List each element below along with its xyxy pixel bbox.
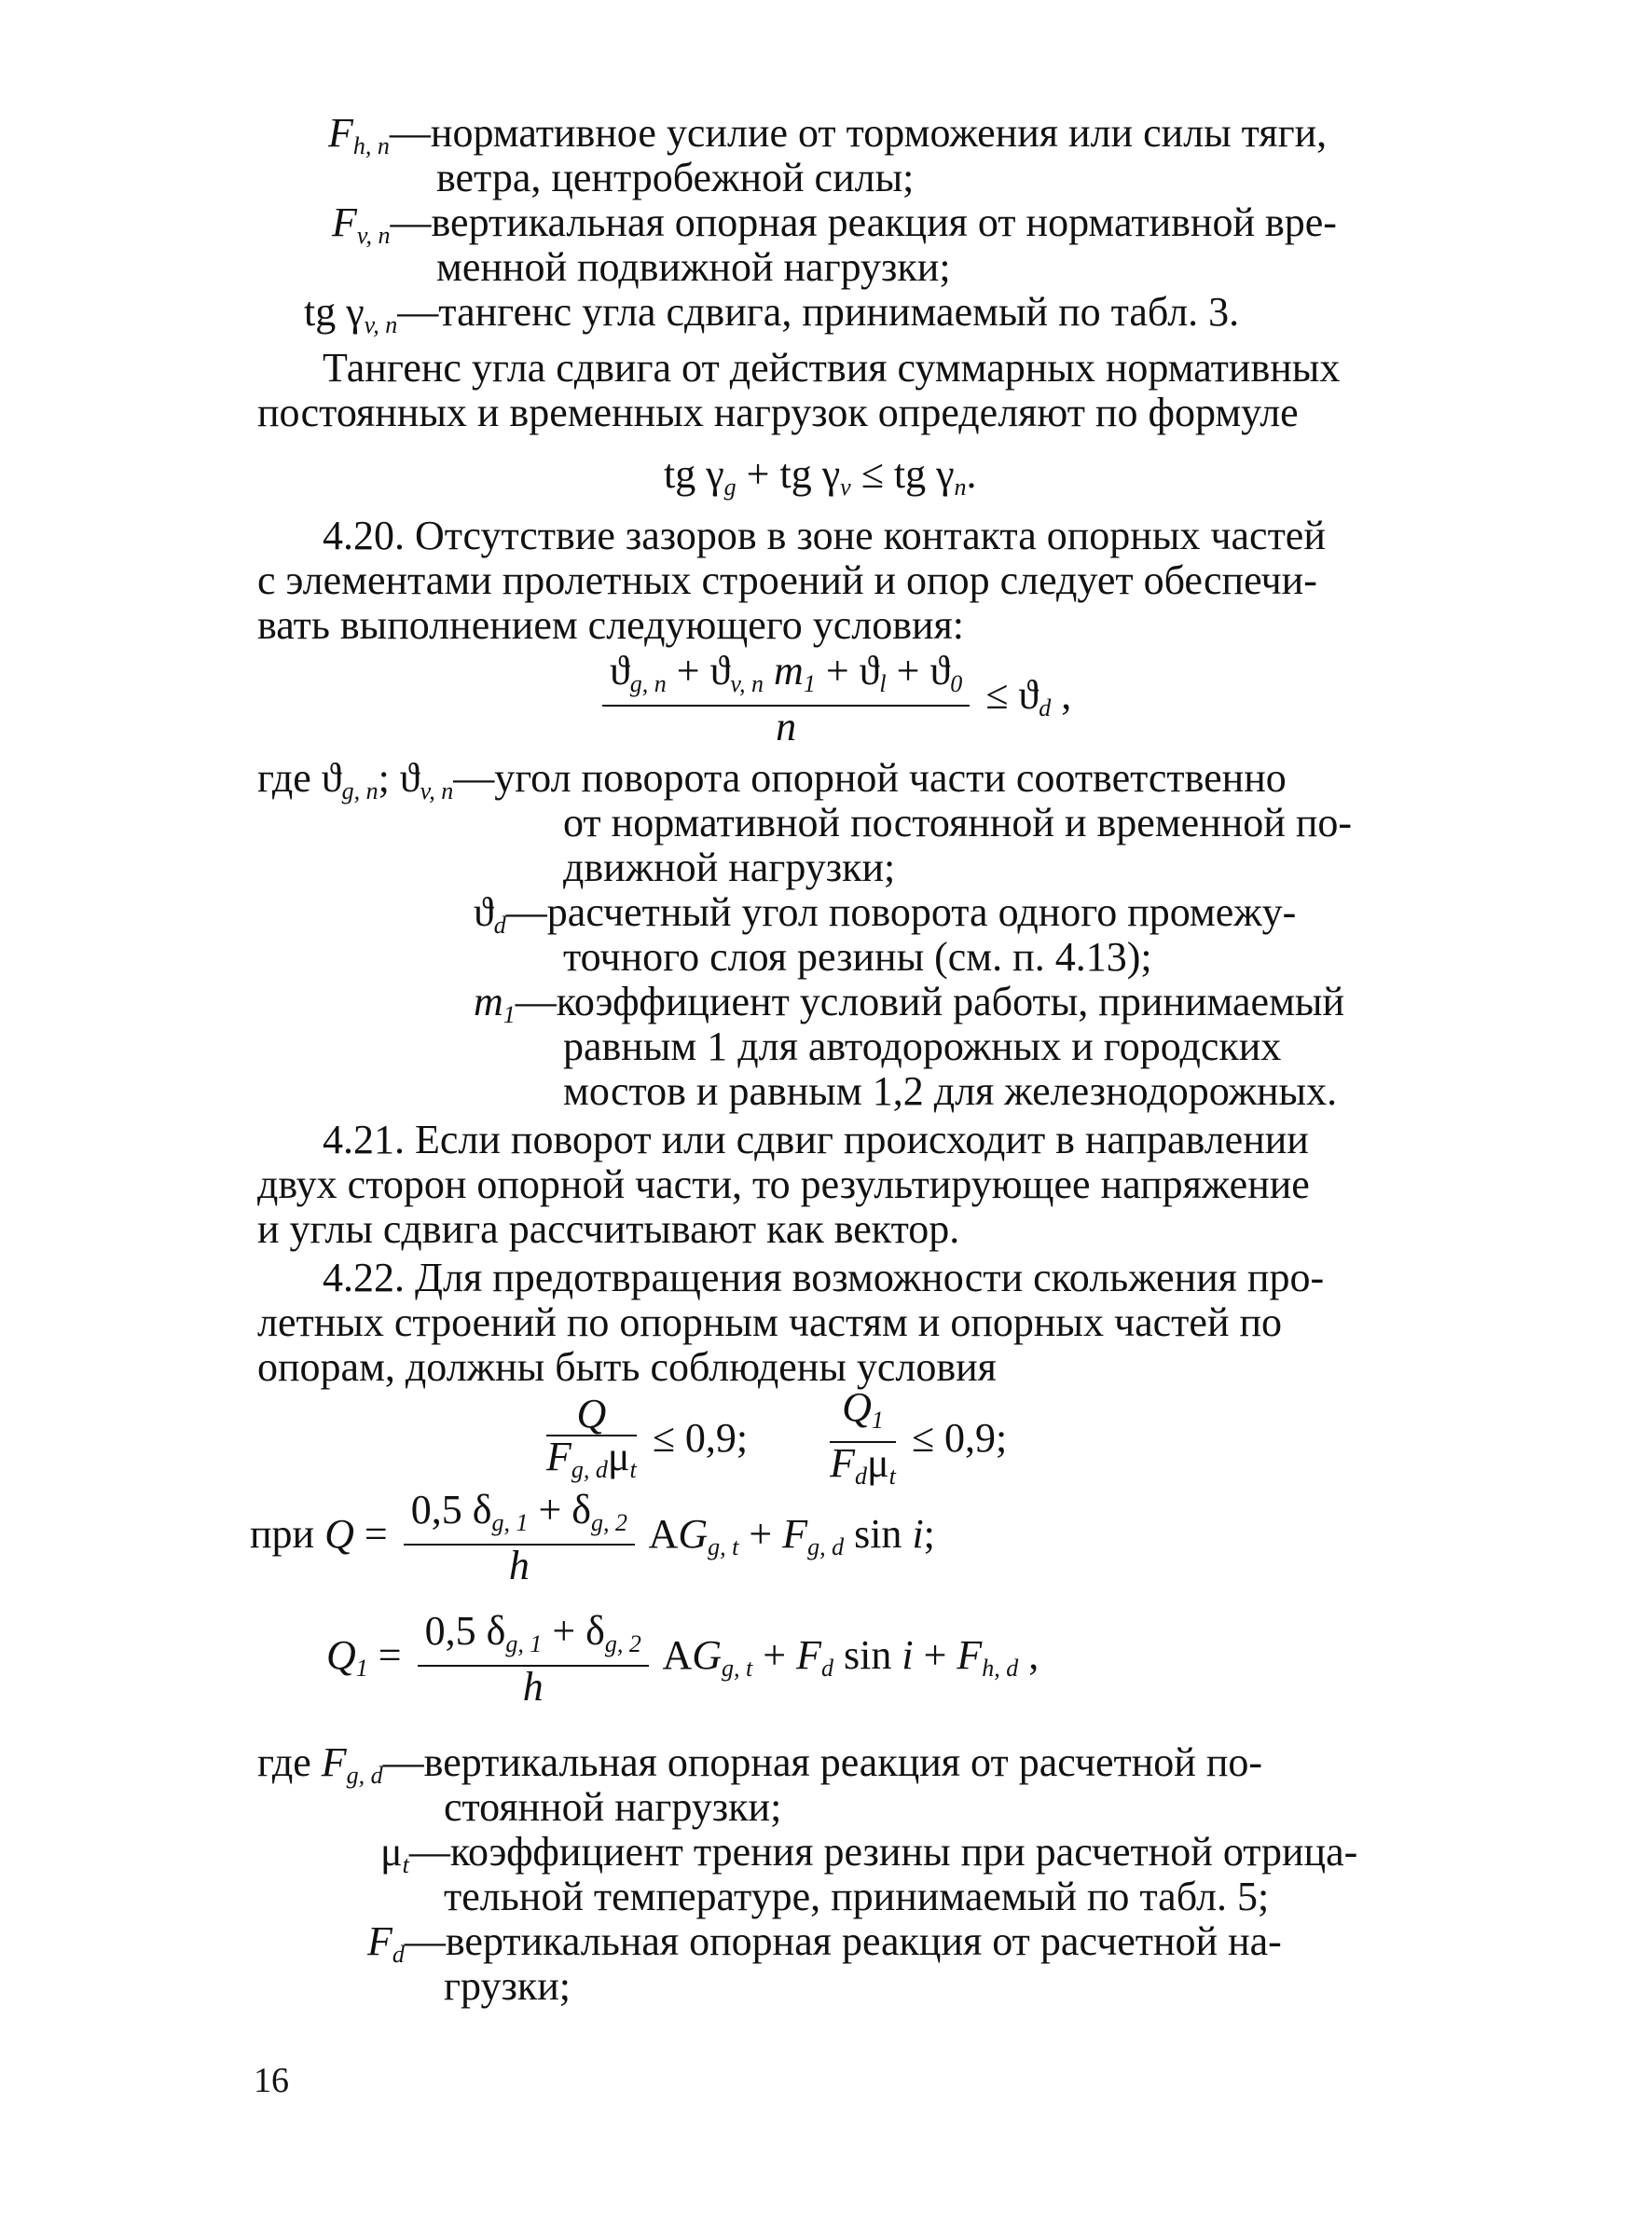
para-420-line-2: с элементами пролетных строений и опор следует обеспечи-	[257, 557, 1317, 603]
where-420-1-cont-2: движной нагрузки;	[563, 845, 896, 890]
where-420-3: $m_1—коэффициент$ условий работы, принимаемый	[474, 979, 1345, 1028]
formula-Q: при Q = $\frac{0,5 \delta_{g, 1} + \delta_{g, 2}}{h}$ $AG_{g, t} + F_{g, d}$ sin i;	[250, 1487, 935, 1588]
formula-420-fraction: $\frac{ϑ_{g, n} + ϑ_{v, n} m_1 + ϑ_l + ϑ_0}{n}$	[602, 653, 970, 746]
formula-422a-fraction-2: $\frac{Q_1}{F_d\mu_t}$	[830, 1384, 896, 1490]
where-422-1-cont-1: стоянной нагрузки;	[444, 1784, 782, 1830]
where-420-2: $ϑ_d—расчетный$ угол поворота одного промежу-	[474, 889, 1297, 939]
para-422-line-2: летных строений по опорным частям и опорных частей по	[257, 1299, 1283, 1345]
para-421-line-3: и углы сдвига рассчитывают как вектор.	[257, 1206, 960, 1252]
formula-tangent: tg $\gamma_g$ + tg $\gamma_v$ ≤ tg $\gamma_n$.	[664, 451, 977, 501]
formula-422a: $\frac{Q}{F_{g, d}\mu_t}$ ≤ 0,9; $\frac{Q_1}{F_d\mu_t}$ ≤ 0,9;	[541, 1389, 1007, 1495]
para-421-line-1: 4.21. Если поворот или сдвиг происходит в направлении	[323, 1117, 1309, 1162]
para-421-line-2: двух сторон опорной части, то результирующее напряжение	[257, 1161, 1310, 1207]
def-tg: tg $\gamma_{v, n}—тангенс$ угла сдвига, принимаемый по табл. 3.	[304, 289, 1240, 338]
formula-420: $\frac{ϑ_{g, n} + ϑ_{v, n} m_1 + ϑ_l + ϑ_0}{n}$ ≤ $ϑ_d$ ,	[597, 653, 1071, 746]
where-420-3-cont-2: мостов и равным 1,2 для железнодорожных.	[563, 1068, 1338, 1114]
where-422-2: $\mu_t—коэффициент$ трения резины при расчетной отрица-	[380, 1829, 1358, 1878]
formula-422a-fraction-1: $\frac{Q}{F_{g, d}\mu_t}$	[546, 1391, 637, 1483]
def-fhn-cont: ветра, центробежной силы;	[436, 155, 915, 200]
para-422-line-1: 4.22. Для предотвращения возможности скольжения про-	[323, 1255, 1325, 1300]
where-422-1: где $F_{g, d}—вертикальная$ опорная реакция от расчетной по-	[257, 1739, 1263, 1789]
formula-Q1-fraction: $\frac{0,5 \delta_{g, 1} + \delta_{g, 2}}{h}$	[418, 1613, 649, 1706]
where-420-2-cont-1: точного слоя резины (см. п. 4.13);	[563, 934, 1152, 980]
para-422-line-3: опорам, должны быть соблюдены условия	[257, 1344, 997, 1390]
def-fvn-cont: менной подвижной нагрузки;	[436, 244, 951, 290]
where-422-3-cont-1: грузки;	[444, 1963, 571, 2009]
para-tangent-line-2: постоянных и временных нагрузок определяют по формуле	[257, 390, 1299, 435]
where-422-2-cont-1: тельной температуре, принимаемый по табл. 5;	[444, 1874, 1270, 1919]
where-422-3: $F_d—вертикальная$ опорная реакция от расчетной на-	[367, 1918, 1282, 1968]
para-tangent-line-1: Тангенс угла сдвига от действия суммарных нормативных	[323, 345, 1341, 391]
formula-Q1: $Q_1$ = $\frac{0,5 \delta_{g, 1} + \delta_{g, 2}}{h}$ $AG_{g, t} + F_d$ $\sin i + F_{h, d}$ ,	[326, 1608, 1039, 1710]
def-fhn: $F_{h, n}—нормативное$ усилие от торможения или силы тяги,	[328, 110, 1328, 159]
page-number: 16	[254, 2061, 289, 2100]
where-420-1-cont-1: от нормативной постоянной и временной по-	[563, 800, 1353, 845]
para-420-line-1: 4.20. Отсутствие зазоров в зоне контакта опорных частей	[323, 513, 1326, 558]
formula-Q-fraction: $\frac{0,5 \delta_{g, 1} + \delta_{g, 2}}{h}$	[404, 1491, 635, 1585]
para-420-line-3: вать выполнением следующего условия:	[257, 602, 965, 648]
where-420-3-cont-1: равным 1 для автодорожных и городских	[563, 1024, 1282, 1069]
where-420-1: где $ϑ_{g, n}$; $ϑ_{v, n}—угол$ поворота опорной части соответственно	[257, 755, 1287, 804]
def-fvn: $F_{v, n}—вертикальная$ опорная реакция от нормативной вре-	[332, 199, 1337, 249]
